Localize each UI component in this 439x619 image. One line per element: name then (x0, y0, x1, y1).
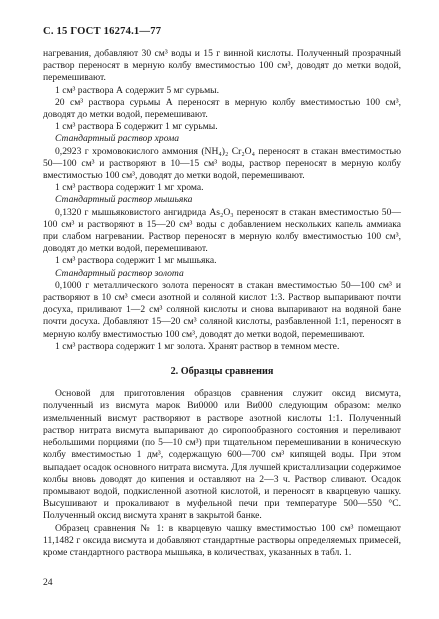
page-content (43, 48, 401, 559)
subheading: Стандартный раствор золота (55, 267, 184, 279)
paragraph: 1 см³ раствора А содержит 5 мг сурьмы. (55, 84, 220, 96)
paragraph: 0,2923 г хромовокислого аммония (NH₄)₂ Cr₂O₄ переносят в стакан вместимостью 50—100 см³ и растворяют в 10—15 см³ воды, раствор переносят в мерную колбу вместимостью 100 см³, доводят до метки водой, перемешивают. (43, 145, 401, 182)
paragraph: 1 см³ раствора содержит 1 мг мышьяка. (55, 255, 217, 267)
paragraph: 20 см³ раствора сурьмы А переносят в мерную колбу вместимостью 100 см³, доводят до метки водой, перемешивают. (43, 96, 401, 121)
paragraph: Образец сравнения № 1: в кварцевую чашку вместимостью 100 см³ помещают 11,1482 г оксида висмута и добавляют стандартные растворы определяемых примесей, кроме стандартного раствора мышьяка, в количествах, указанных в табл. 1. (43, 522, 401, 558)
text-block-bottom (43, 388, 401, 559)
paragraph: 0,1320 г мышьяковистого ангидрида As₂O₃ переносят в стакан вместимостью 50—100 см³ и растворяют в 15—20 см³ воды с добавлением нескольких капель аммиака при слабом нагревании. Раствор переносят в мерную колбу вместимостью 100 см³, доводят до метки водой, перемешивают. (43, 206, 401, 255)
paragraph: 1 см³ раствора Б содержит 1 мг сурьмы. (55, 121, 218, 133)
subheading: Стандартный раствор хрома (55, 133, 180, 145)
page-header: С. 15 ГОСТ 16274.1—77 (43, 26, 162, 37)
text-block-top (43, 48, 401, 353)
section-title: 2. Образцы сравнения (170, 366, 274, 378)
page-number: 24 (43, 577, 53, 588)
paragraph: нагревания, добавляют 30 см³ воды и 15 г винной кислоты. Полученный прозрачный раствор переносят в мерную колбу вместимостью 100 см³, доводят до метки водой, перемешивают. (43, 48, 401, 84)
paragraph: 0,1000 г металлического золота переносят в стакан вместимостью 50—100 см³ и растворяют в 10 см³ смеси азотной и соляной кислот 1:3. Раствор выпаривают почти досуха, приливают 1—2 см³ соляной кислоты и снова выпаривают на водяной бане почти досуха. Добавляют 15—20 см³ соляной кислоты, разбавленной 1:1, переносят в мерную колбу вместимостью 100 см³, доводят до метки водой, перемешивают. (43, 279, 401, 340)
paragraph: 1 см³ раствора содержит 1 мг золота. Хранят раствор в темном месте. (55, 340, 340, 352)
subheading: Стандартный раствор мышьяка (55, 194, 193, 206)
paragraph: 1 см³ раствора содержит 1 мг хрома. (55, 182, 204, 194)
paragraph: Основой для приготовления образцов сравнения служит оксид висмута, полученный из висмута марок Ви0000 или Ви000 следующим образом: мелко измельченный висмут растворяют в растворе азотной кислоты 1:1. Полученный раствор нитрата висмута выпаривают до сиропообразного состояния и переливают небольшими порциями (по 5—10 см³) при тщательном перемешивании в коническую колбу вместимостью 1 дм³, содержащую 600—700 см³ кипящей воды. При этом выпадает осадок основного нитрата висмута. Для лучшей кристаллизации содержимое колбы вновь доводят до кипения и оставляют на 2—3 ч. Раствор сливают. Осадок промывают водой, подкисленной азотной кислотой, и переносят в кварцевую чашку. Высушивают и прокаливают в муфельной печи при температуре 500—550 °С. Полученный оксид висмута хранят в закрытой банке. (43, 388, 401, 522)
